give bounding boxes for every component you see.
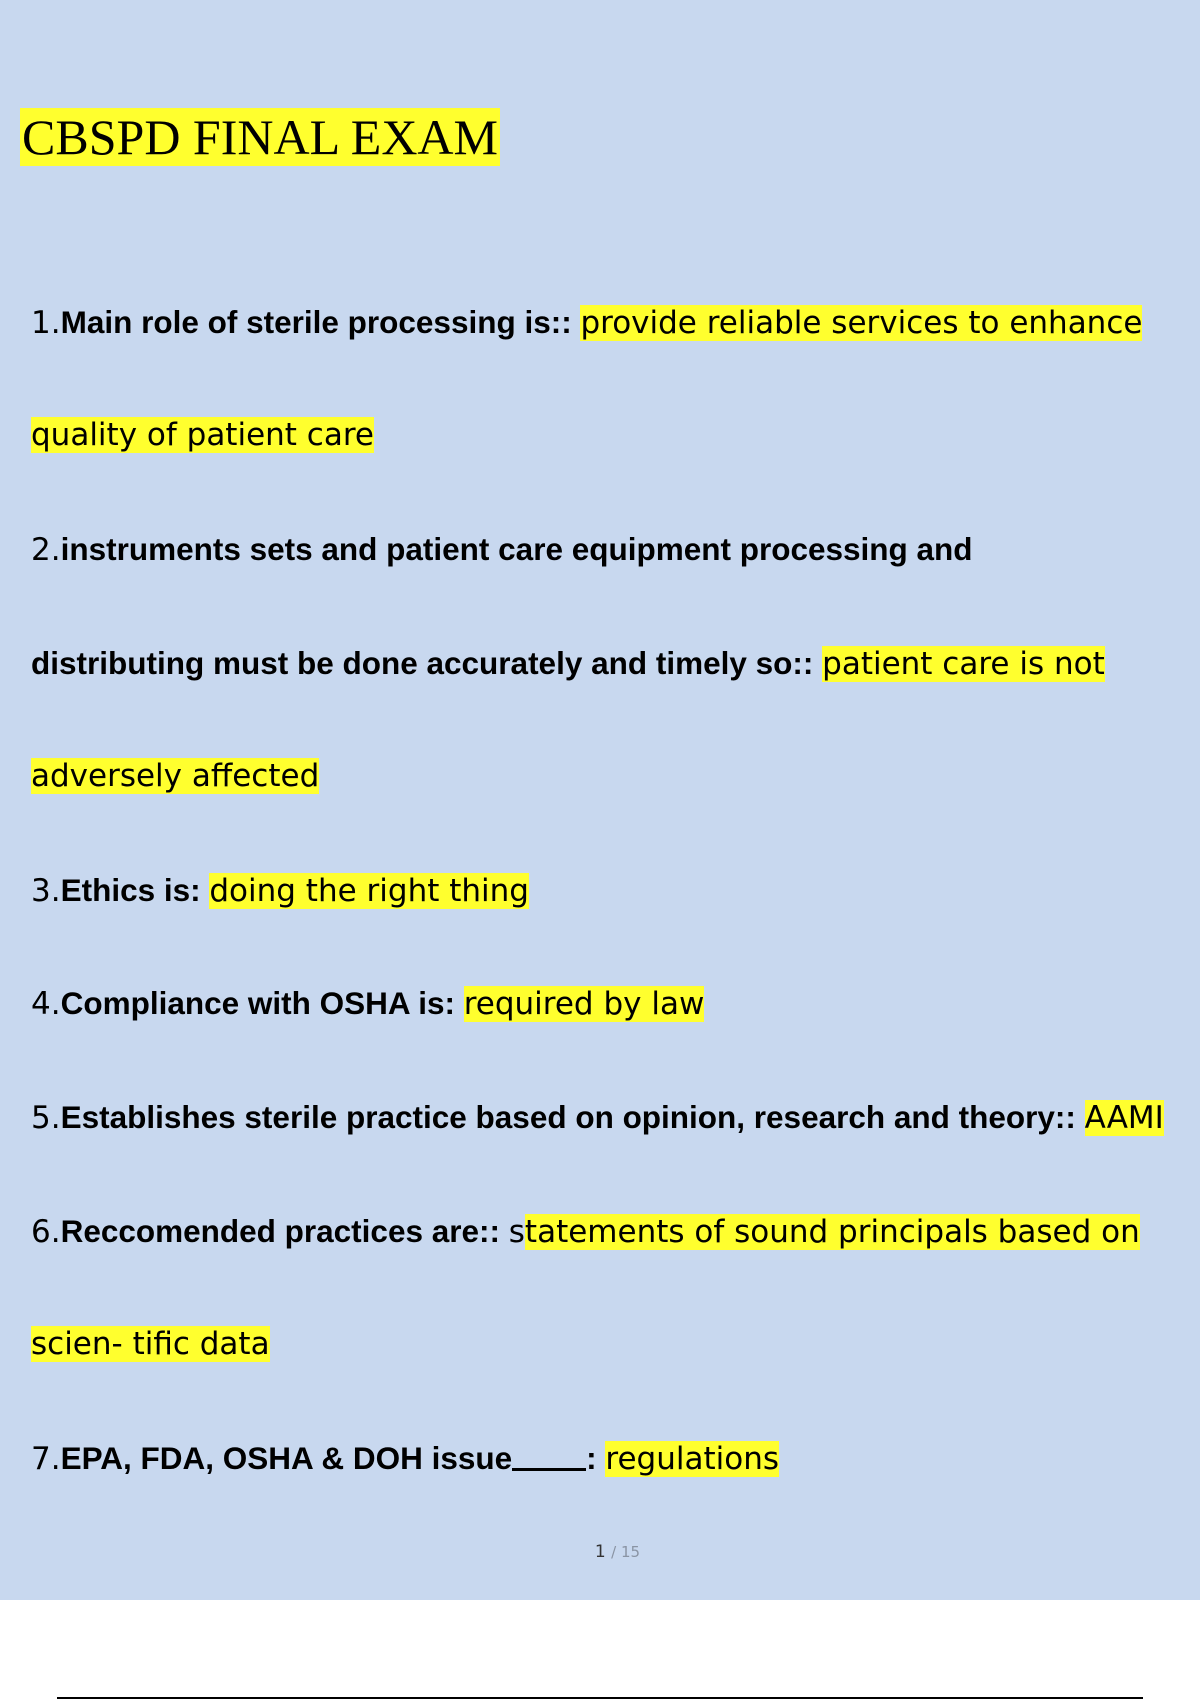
question-text: distributing must be done accurately and timely so::	[31, 645, 823, 681]
next-page-rule	[57, 1697, 1143, 1699]
question-2-line-2	[31, 641, 1105, 685]
question-number: 1.	[31, 305, 61, 341]
question-number: 7.	[31, 1441, 61, 1477]
question-suffix: :	[586, 1440, 606, 1476]
answer-highlight: doing the right thing	[209, 873, 529, 909]
question-1-line-1	[31, 300, 1142, 344]
answer-highlight: required by law	[463, 986, 705, 1022]
question-number: 6.	[31, 1214, 61, 1250]
question-text: instruments sets and patient care equipment processing and	[60, 531, 973, 567]
question-4	[31, 981, 704, 1025]
current-page: 1	[594, 1542, 606, 1562]
question-3	[31, 868, 529, 912]
document-title: CBSPD FINAL EXAM	[22, 109, 499, 165]
answer-highlight: scien- tific data	[31, 1326, 270, 1362]
question-text: Establishes sterile practice based on opinion, research and theory::	[60, 1099, 1085, 1135]
question-text: Reccomended practices are::	[60, 1213, 509, 1249]
answer-highlight: adversely affected	[31, 758, 320, 794]
total-pages: / 15	[611, 1543, 641, 1561]
answer-highlight: AAMI	[1084, 1100, 1164, 1136]
question-number: 5.	[31, 1100, 61, 1136]
question-2-line-3	[31, 754, 319, 798]
question-number: 3.	[31, 873, 61, 909]
question-6-line-2	[31, 1322, 270, 1366]
question-text: Compliance with OSHA is:	[60, 985, 464, 1021]
question-1-line-2	[31, 413, 374, 457]
question-number: 2.	[31, 532, 61, 568]
question-number: 4.	[31, 986, 61, 1022]
answer-highlight: tatements of sound principals based on	[524, 1214, 1140, 1250]
answer-lead: s	[508, 1214, 525, 1250]
fill-in-blank	[512, 1438, 586, 1471]
question-5	[31, 1095, 1164, 1139]
question-6-line-1	[31, 1209, 1140, 1253]
question-text: Ethics is:	[60, 872, 210, 908]
page-indicator	[0, 1542, 1200, 1562]
question-text: Main role of sterile processing is::	[60, 304, 581, 340]
question-7	[31, 1436, 779, 1480]
answer-highlight: regulations	[605, 1441, 780, 1477]
question-text: EPA, FDA, OSHA & DOH issue	[60, 1440, 513, 1476]
question-2-line-1	[31, 527, 973, 571]
answer-highlight: provide reliable services to enhance	[580, 305, 1143, 341]
answer-highlight: quality of patient care	[31, 417, 374, 453]
answer-highlight: patient care is not	[822, 646, 1105, 682]
